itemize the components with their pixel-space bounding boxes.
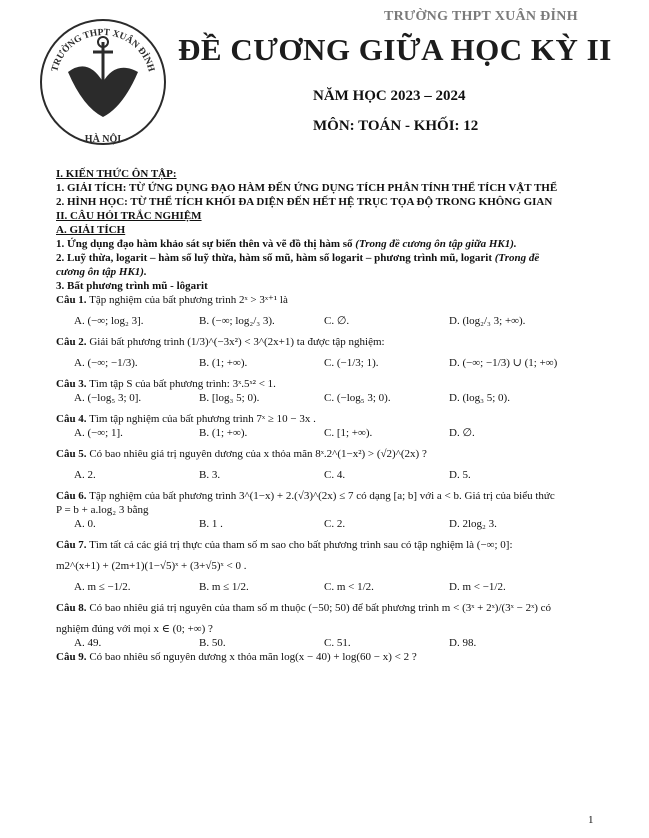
option: D. (log₂/₃ 3; +∞).: [449, 315, 526, 327]
question-8-cont: nghiệm đúng với mọi x ∈ (0; +∞) ?: [56, 623, 213, 635]
option: D. (−∞; −1/3) ∪ (1; +∞): [449, 357, 558, 369]
option: A. (−∞; log₂ 3].: [74, 315, 144, 327]
section1-heading: I. KIẾN THỨC ÔN TẬP:: [56, 168, 177, 180]
topic-2-cont: cương ôn tập HK1).: [56, 266, 147, 278]
option: A. m ≤ −1/2.: [74, 581, 131, 593]
question-7: Câu 7. Tìm tất cả các giá trị thực của tham số m sao cho bất phương trình sau có tập nghiệm là (−∞; 0]:: [56, 539, 513, 551]
option: D. ∅.: [449, 427, 475, 439]
option: C. (−log₅ 3; 0).: [324, 392, 391, 404]
question-6-options: [56, 517, 604, 531]
question-4-options: [56, 426, 604, 440]
option: C. 4.: [324, 469, 346, 481]
section2-heading: II. CÂU HỎI TRẮC NGHIỆM: [56, 210, 202, 222]
option: C. 51.: [324, 637, 351, 649]
question-3-options: [56, 391, 604, 405]
option: B. (1; +∞).: [199, 427, 248, 439]
logo-text-bottom: HÀ NỘI: [84, 134, 122, 145]
section1-item1: 1. GIẢI TÍCH: TỪ ỨNG DỤNG ĐẠO HÀM ĐẾN ỨNG DỤNG TÍCH PHÂN TÍNH THỂ TÍCH VẬT THỂ: [56, 182, 558, 194]
school-logo: [38, 12, 168, 150]
option: C. ∅.: [324, 315, 350, 327]
document-body: [56, 167, 604, 664]
option: C. [1; +∞).: [324, 427, 373, 439]
subject-grade: MÔN: TOÁN - KHỐI: 12: [313, 118, 479, 134]
logo-text-top: TRƯỜNG THPT XUÂN ĐỈNH: [50, 27, 156, 73]
topic-1: 1. Ứng dụng đạo hàm khảo sát sự biến thên và vẽ đồ thị hàm số (Trong đề cương ôn tập giữa HK1).: [56, 238, 517, 250]
option: A. (−∞; −1/3).: [74, 357, 138, 369]
option: A. 49.: [74, 637, 102, 649]
topic-2: 2. Luỹ thừa, logarit – hàm số luỹ thừa, hàm số mũ, hàm số logarit – phương trình mũ, logarit (Trong đề: [56, 252, 540, 264]
option: C. (−1/3; 1).: [324, 357, 379, 369]
option: A. (−log₅ 3; 0].: [74, 392, 142, 404]
option: D. 98.: [449, 637, 477, 649]
option: A. (−∞; 1].: [74, 427, 123, 439]
question-3: Câu 3. Tìm tập S của bất phương trình: 3ˣ.5ˣ² < 1.: [56, 378, 276, 390]
question-5: Câu 5. Có bao nhiêu giá trị nguyên dương của x thỏa mãn 8ˣ.2^(1−x²) > (√2)^(2x) ?: [56, 448, 427, 460]
option: B. 1 .: [199, 518, 223, 530]
option: A. 0.: [74, 518, 96, 530]
option: C. 2.: [324, 518, 346, 530]
option: B. [log₃ 5; 0).: [199, 392, 260, 404]
option: B. (1; +∞).: [199, 357, 248, 369]
question-7-options: [56, 580, 604, 594]
option: D. m < −1/2.: [449, 581, 506, 593]
question-6-cont: P = b + a.log₂ 3 bằng: [56, 504, 149, 516]
question-9: Câu 9. Có bao nhiêu số nguyên dương x thỏa mãn log(x − 40) + log(60 − x) < 2 ?: [56, 651, 417, 663]
option: B. (−∞; log₂/₃ 3).: [199, 315, 275, 327]
school-name: TRƯỜNG THPT XUÂN ĐỈNH: [384, 9, 578, 24]
option: B. 50.: [199, 637, 226, 649]
question-1: Câu 1. Tập nghiệm của bất phương trình 2ˣ > 3ˣ⁺¹ là: [56, 294, 288, 306]
option: A. 2.: [74, 469, 96, 481]
topic-3: 3. Bất phương trình mũ - lôgarit: [56, 280, 208, 292]
page-number: 1: [588, 814, 594, 826]
option: D. 5.: [449, 469, 471, 481]
option: B. 3.: [199, 469, 221, 481]
option: D. 2log₂ 3.: [449, 518, 497, 530]
question-2-options: [56, 356, 604, 370]
school-year: NĂM HỌC 2023 – 2024: [313, 88, 466, 104]
option: B. m ≤ 1/2.: [199, 581, 249, 593]
question-4: Câu 4. Tìm tập nghiệm của bất phương trình 7ˣ ≥ 10 − 3x .: [56, 413, 316, 425]
question-2: Câu 2. Giải bất phương trình (1/3)^(−3x²) < 3^(2x+1) ta được tập nghiệm:: [56, 336, 385, 348]
section1-item2: 2. HÌNH HỌC: TỪ THỂ TÍCH KHỐI ĐA DIỆN ĐẾN HẾT HỆ TRỤC TỌA ĐỘ TRONG KHÔNG GIAN: [56, 196, 553, 208]
question-6: Câu 6. Tập nghiệm của bất phương trình 3^(1−x) + 2.(√3)^(2x) ≤ 7 có dạng [a; b] với a < b. Giá trị của biểu thức: [56, 490, 555, 502]
question-1-options: [56, 314, 604, 328]
question-5-options: [56, 468, 604, 482]
question-8: Câu 8. Có bao nhiêu giá trị nguyên của tham số m thuộc (−50; 50) để bất phương trình m < (3ˣ + 2ˣ)/(3ˣ − 2ˣ) có: [56, 602, 552, 614]
option: C. m < 1/2.: [324, 581, 374, 593]
document-title: ĐỀ CƯƠNG GIỮA HỌC KỲ II: [178, 32, 612, 67]
question-8-options: [56, 636, 604, 650]
option: D. (log₃ 5; 0).: [449, 392, 510, 404]
subsection-a: A. GIẢI TÍCH: [56, 224, 126, 236]
question-7-cont: m2^(x+1) + (2m+1)(1−√5)ˣ + (3+√5)ˣ < 0 .: [56, 560, 247, 572]
